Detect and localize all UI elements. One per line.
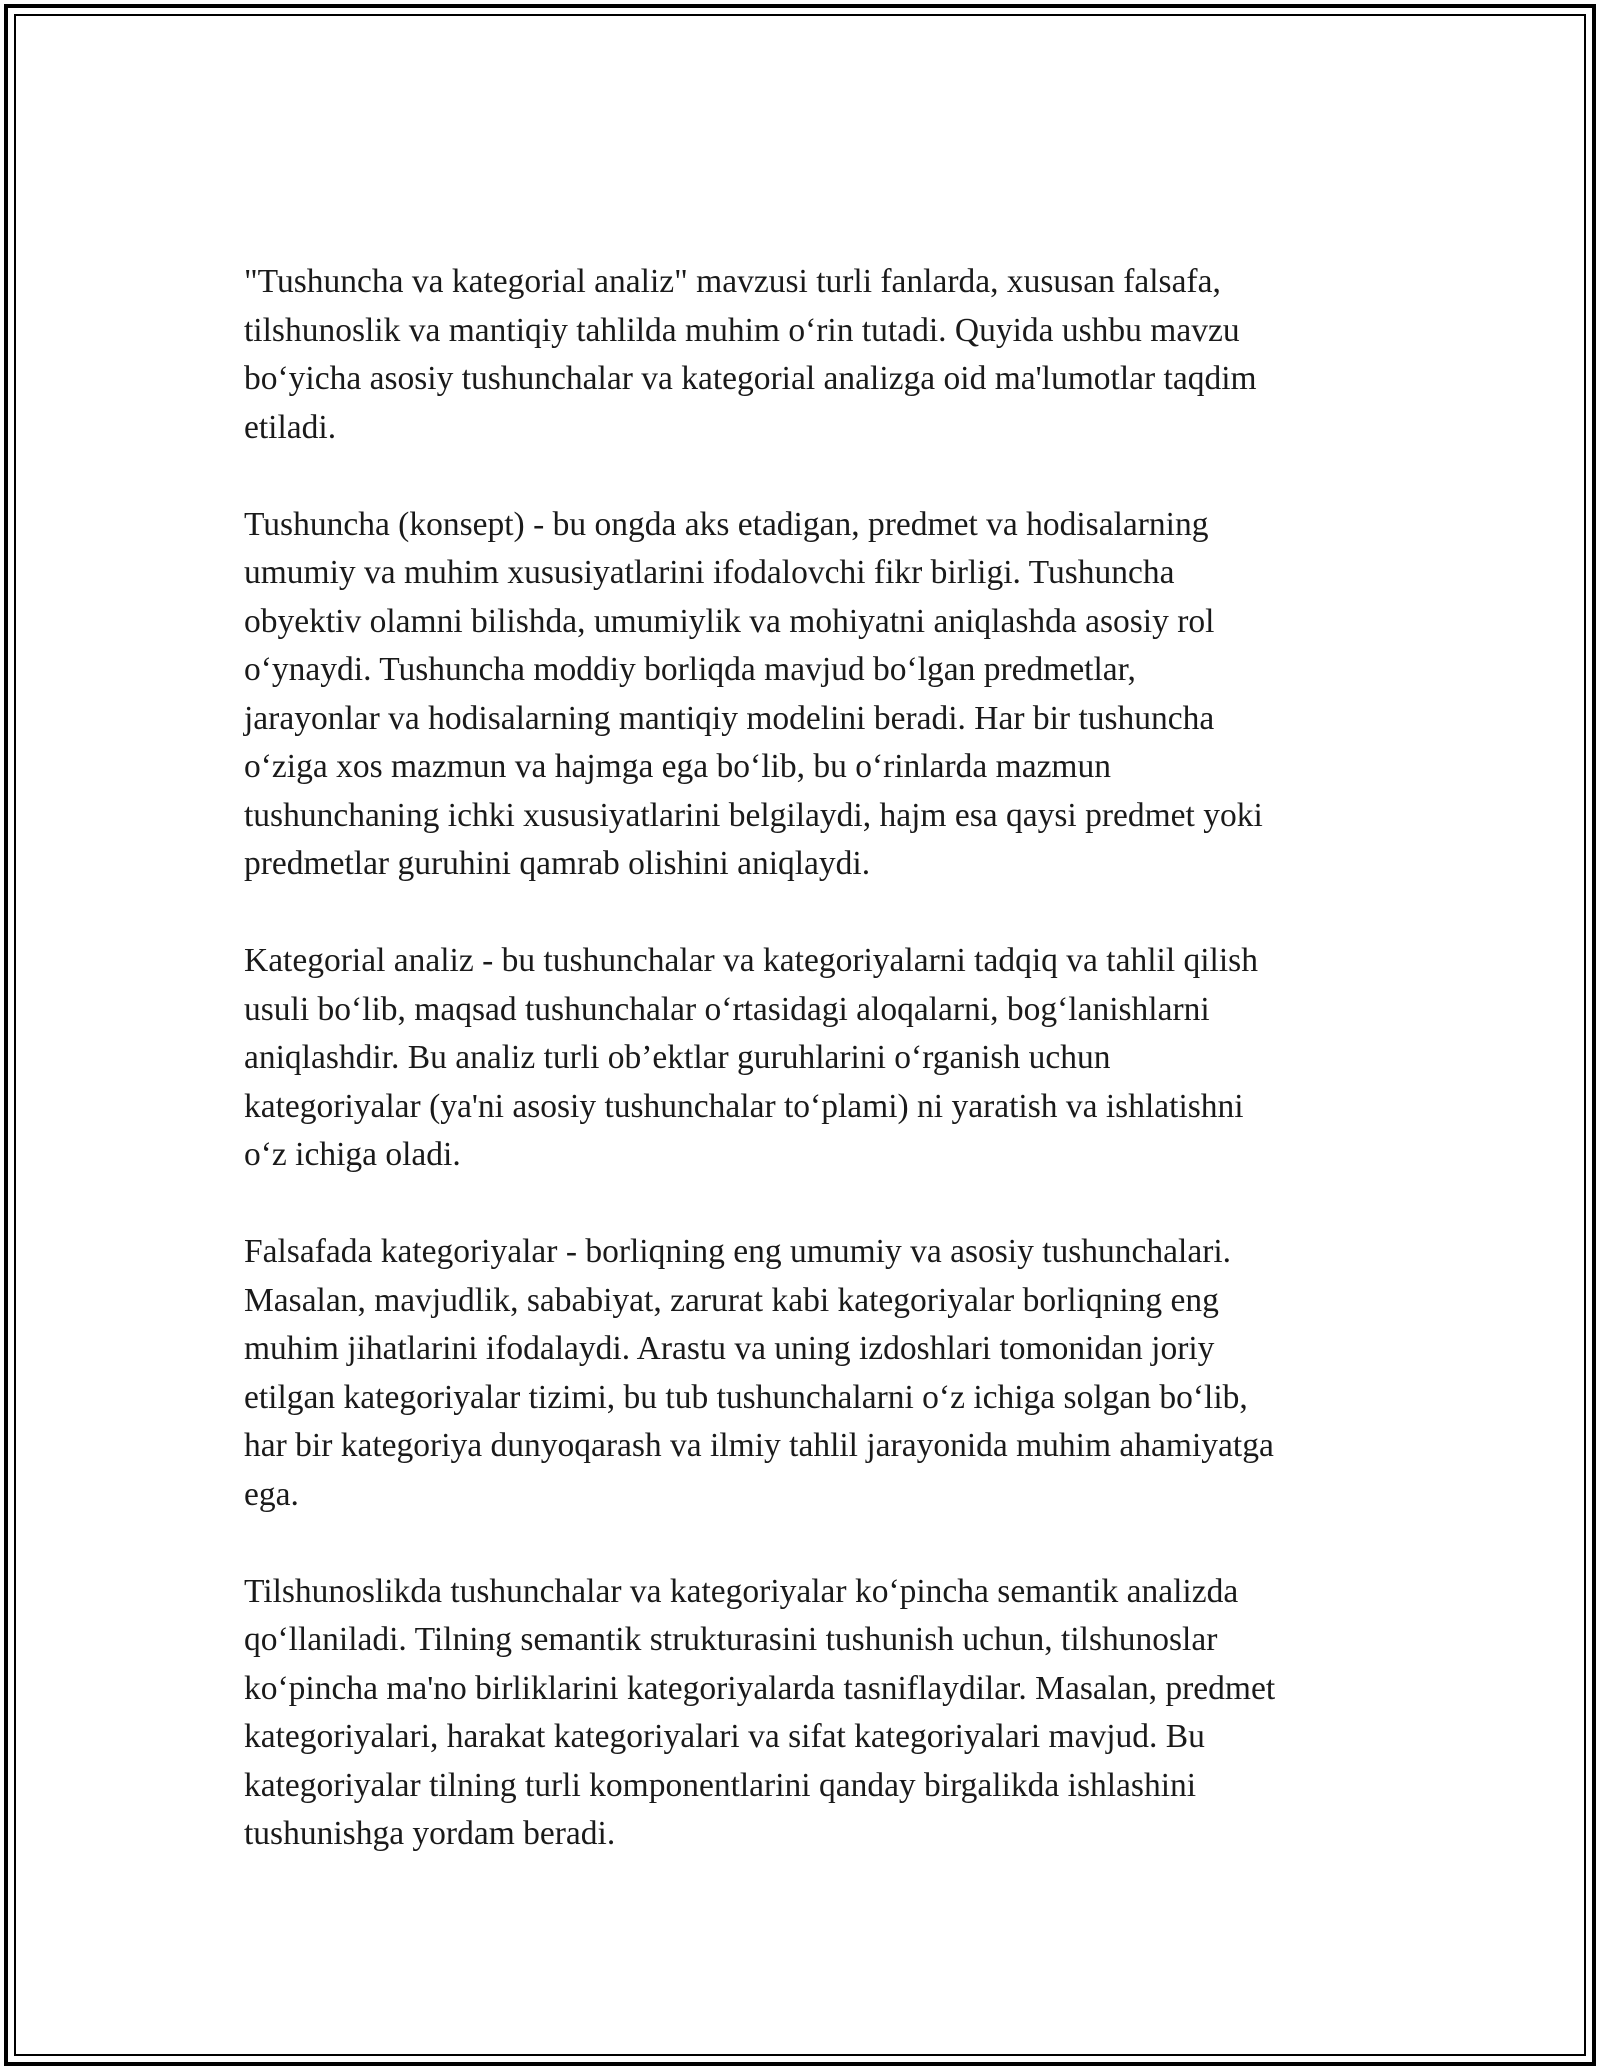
paragraph-falsafa: Falsafada kategoriyalar - borliqning eng umumiy va asosiy tushunchalari. Masalan, mavjudlik, sababiyat, zarurat kabi kategoriyalar borliqning eng muhim jihatlarini ifodalaydi. Arastu va uning izdoshlari tomonidan joriy etilgan kategoriyalar tizimi, bu tub tushunchalarni o‘z ichiga solgan bo‘lib, har bir kategoriya dunyoqarash va ilmiy tahlil jarayonida muhim ahamiyatga ega.: [244, 1233, 1274, 1513]
paragraph-tushuncha: Tushuncha (konsept) - bu ongda aks etadigan, predmet va hodisalarning umumiy va muhim xususiyatlarini ifodalovchi fikr birligi. Tushuncha obyektiv olamni bilishda, umumiylik va mohiyatni aniqlashda asosiy rol o‘ynaydi. Tushuncha moddiy borliqda mavjud bo‘lgan predmetlar, jarayonlar va hodisalarning mantiqiy modelini beradi. Har bir tushuncha o‘ziga xos mazmun va hajmga ega bo‘lib, bu o‘rinlarda mazmun tushunchaning ichki xususiyatlarini belgilaydi, hajm esa qaysi predmet yoki predmetlar guruhini qamrab olishini aniqlaydi.: [244, 505, 1263, 882]
page-frame: [4, 4, 1596, 2066]
paragraph-kategorial-analiz: Kategorial analiz - bu tushunchalar va kategoriyalarni tadqiq va tahlil qilish usuli bo‘lib, maqsad tushunchalar o‘rtasidagi aloqalarni, bog‘lanishlarni aniqlashdir. Bu analiz turli ob’ektlar guruhlarini o‘rganish uchun kategoriyalar (ya'ni asosiy tushunchalar to‘plami) ni yaratish va ishlatishni o‘z ichiga oladi.: [244, 942, 1258, 1173]
document-body: [244, 258, 1394, 1907]
paragraph-tilshunoslik: Tilshunoslikda tushunchalar va kategoriyalar ko‘pincha semantik analizda qo‘llaniladi. Tilning semantik strukturasini tushunish uchun, tilshunoslar ko‘pincha ma'no birliklarini kategoriyalarda tasniflaydilar. Masalan, predmet kategoriyalari, harakat kategoriyalari va sifat kategoriyalari mavjud. Bu kategoriyalar tilning turli komponentlarini qanday birgalikda ishlashini tushunishga yordam beradi.: [244, 1572, 1276, 1852]
paragraph-intro: "Tushuncha va kategorial analiz" mavzusi turli fanlarda, xususan falsafa, tilshunoslik va mantiqiy tahlilda muhim o‘rin tutadi. Quyida ushbu mavzu bo‘yicha asosiy tushunchalar va kategorial analizga oid ma'lumotlar taqdim etiladi.: [244, 263, 1257, 446]
